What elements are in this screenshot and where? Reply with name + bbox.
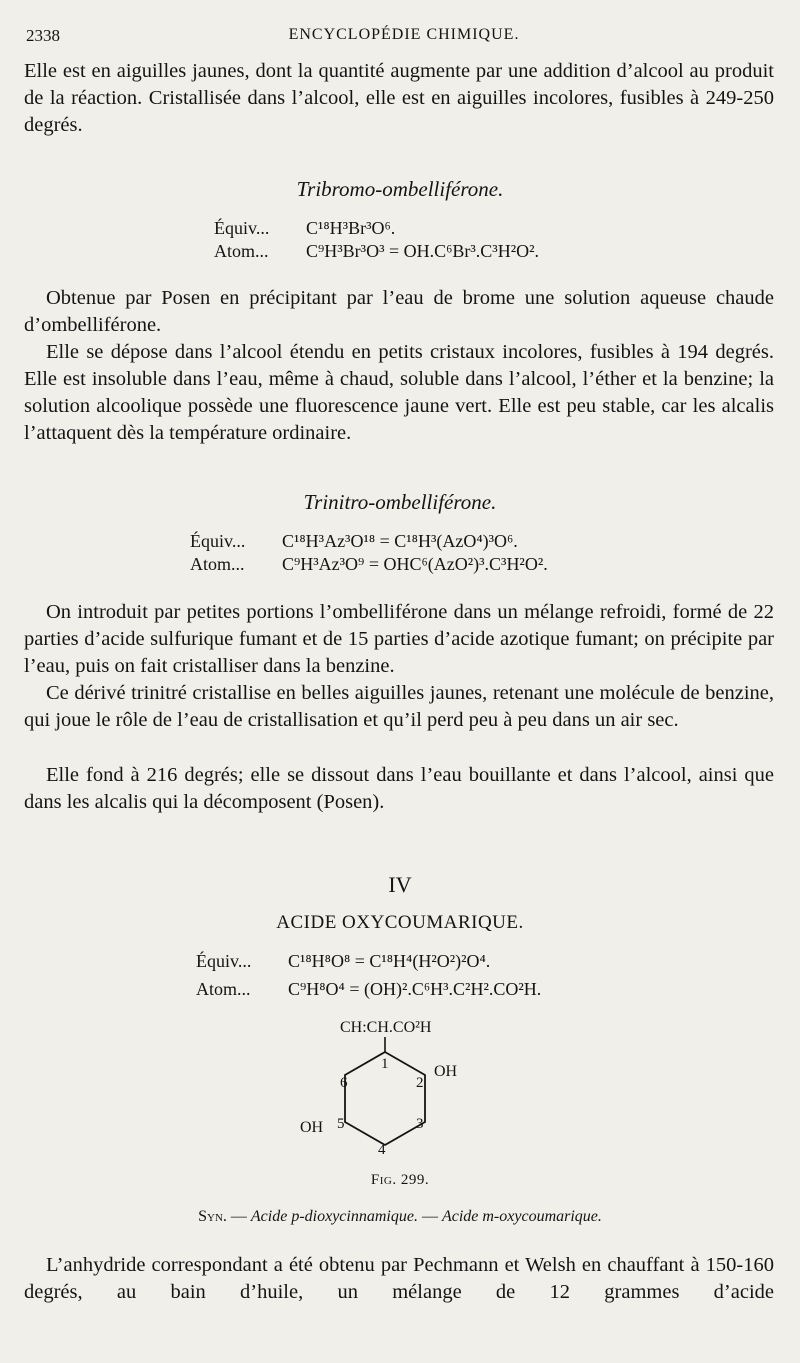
final-paragraph: L’anhydride correspondant a été obtenu par Pechmann et Welsh en chauffant à 150-160 degrés, au bain d’huile, un mélange de 12 grammes d’acide (24, 1254, 774, 1303)
trinitro-paragraph-3: Elle fond à 216 degrés; elle se dissout dans l’eau bouillante et dans l’alcool, ainsi que dans les alcalis qui la décomposent (Posen). (24, 764, 774, 813)
atom-label: Atom... (214, 241, 269, 261)
equiv-label: Équiv... (190, 531, 246, 551)
trinitro-equiv-formula (190, 530, 518, 552)
equiv-formula: C¹⁸H³Br³O⁶. (306, 218, 396, 238)
synonyms-line (0, 1208, 800, 1226)
trinitro-title: Trinitro-ombelliférone. (303, 490, 497, 514)
oxycoumaric-acid-structure-diagram (290, 1012, 510, 1192)
hydroxyl-left: OH (300, 1119, 324, 1136)
trinitro-paragraph-1: On introduit par petites portions l’ombelliférone dans un mélange refroidi, formé de 22 parties d’acide sulfurique fumant et de 15 parties d’acide azotique fumant; on précipite par l’eau, puis on fait cristalliser dans la benzine. (24, 601, 774, 677)
position-2: 2 (416, 1075, 424, 1091)
position-3: 3 (416, 1116, 424, 1132)
section-title: ACIDE OXYCOUMARIQUE. (276, 912, 524, 933)
equiv-label: Équiv... (214, 218, 270, 238)
synonym-2: Acide m-oxycoumarique. (441, 1208, 602, 1225)
position-4: 4 (378, 1142, 386, 1158)
atom-formula: C⁹H⁸O⁴ = (OH)².C⁶H³.C²H².CO²H. (288, 979, 542, 999)
equiv-formula: C¹⁸H⁸O⁸ = C¹⁸H⁴(H²O²)²O⁴. (288, 951, 491, 971)
position-6: 6 (340, 1075, 348, 1091)
position-5: 5 (337, 1116, 345, 1132)
equiv-label: Équiv... (196, 951, 252, 971)
tribromo-equiv-formula (214, 217, 395, 239)
oxycoumarique-equiv-formula (196, 950, 490, 972)
page-header (26, 26, 782, 50)
position-1: 1 (381, 1056, 389, 1072)
tribromo-atom-formula (214, 240, 539, 262)
equiv-formula: C¹⁸H³Az³O¹⁸ = C¹⁸H³(AzO⁴)³O⁶. (282, 531, 518, 551)
tribromo-title: Tribromo-ombelliférone. (296, 177, 504, 201)
atom-label: Atom... (196, 979, 251, 999)
atom-formula: C⁹H³Br³O³ = OH.C⁶Br³.C³H²O². (306, 241, 539, 261)
atom-label: Atom... (190, 554, 245, 574)
oxycoumarique-atom-formula (196, 978, 541, 1000)
page-number: 2338 (26, 26, 60, 45)
section-number: IV (388, 872, 412, 897)
tribromo-paragraph-2: Elle se dépose dans l’alcool étendu en petits cristaux incolores, fusibles à 194 degrés. Elle est insoluble dans l’eau, même à chaud, soluble dans l’alcool, l’éther et la benzine; la solution alcoolique possède une fluorescence jaune vert. Elle est peu stable, car les alcalis l’attaquent dès la température ordinaire. (24, 341, 774, 444)
running-title: ENCYCLOPÉDIE CHIMIQUE. (288, 26, 520, 43)
side-chain-label: CH:CH.CO²H (340, 1019, 432, 1036)
synonyms-prefix: Syn. — (198, 1208, 247, 1225)
trinitro-paragraph-2: Ce dérivé trinitré cristallise en belles aiguilles jaunes, retenant une molécule de benzine, qui joue le rôle de l’eau de cristallisation et qu’il perd peu à peu dans un air sec. (24, 682, 774, 731)
tribromo-paragraph-1: Obtenue par Posen en précipitant par l’eau de brome une solution aqueuse chaude d’ombelliférone. (24, 287, 774, 336)
synonym-separator: — (421, 1208, 438, 1225)
figure-caption: Fig. 299. (370, 1172, 430, 1188)
intro-paragraph: Elle est en aiguilles jaunes, dont la quantité augmente par une addition d’alcool au produit de la réaction. Cristallisée dans l’alcool, elle est en aiguilles incolores, fusibles à 249-250 degrés. (24, 60, 774, 136)
trinitro-atom-formula (190, 553, 548, 575)
synonym-1: Acide p-dioxycinnamique. (250, 1208, 418, 1225)
atom-formula: C⁹H³Az³O⁹ = OHC⁶(AzO²)³.C³H²O². (282, 554, 548, 574)
hydroxyl-right: OH (434, 1063, 458, 1080)
